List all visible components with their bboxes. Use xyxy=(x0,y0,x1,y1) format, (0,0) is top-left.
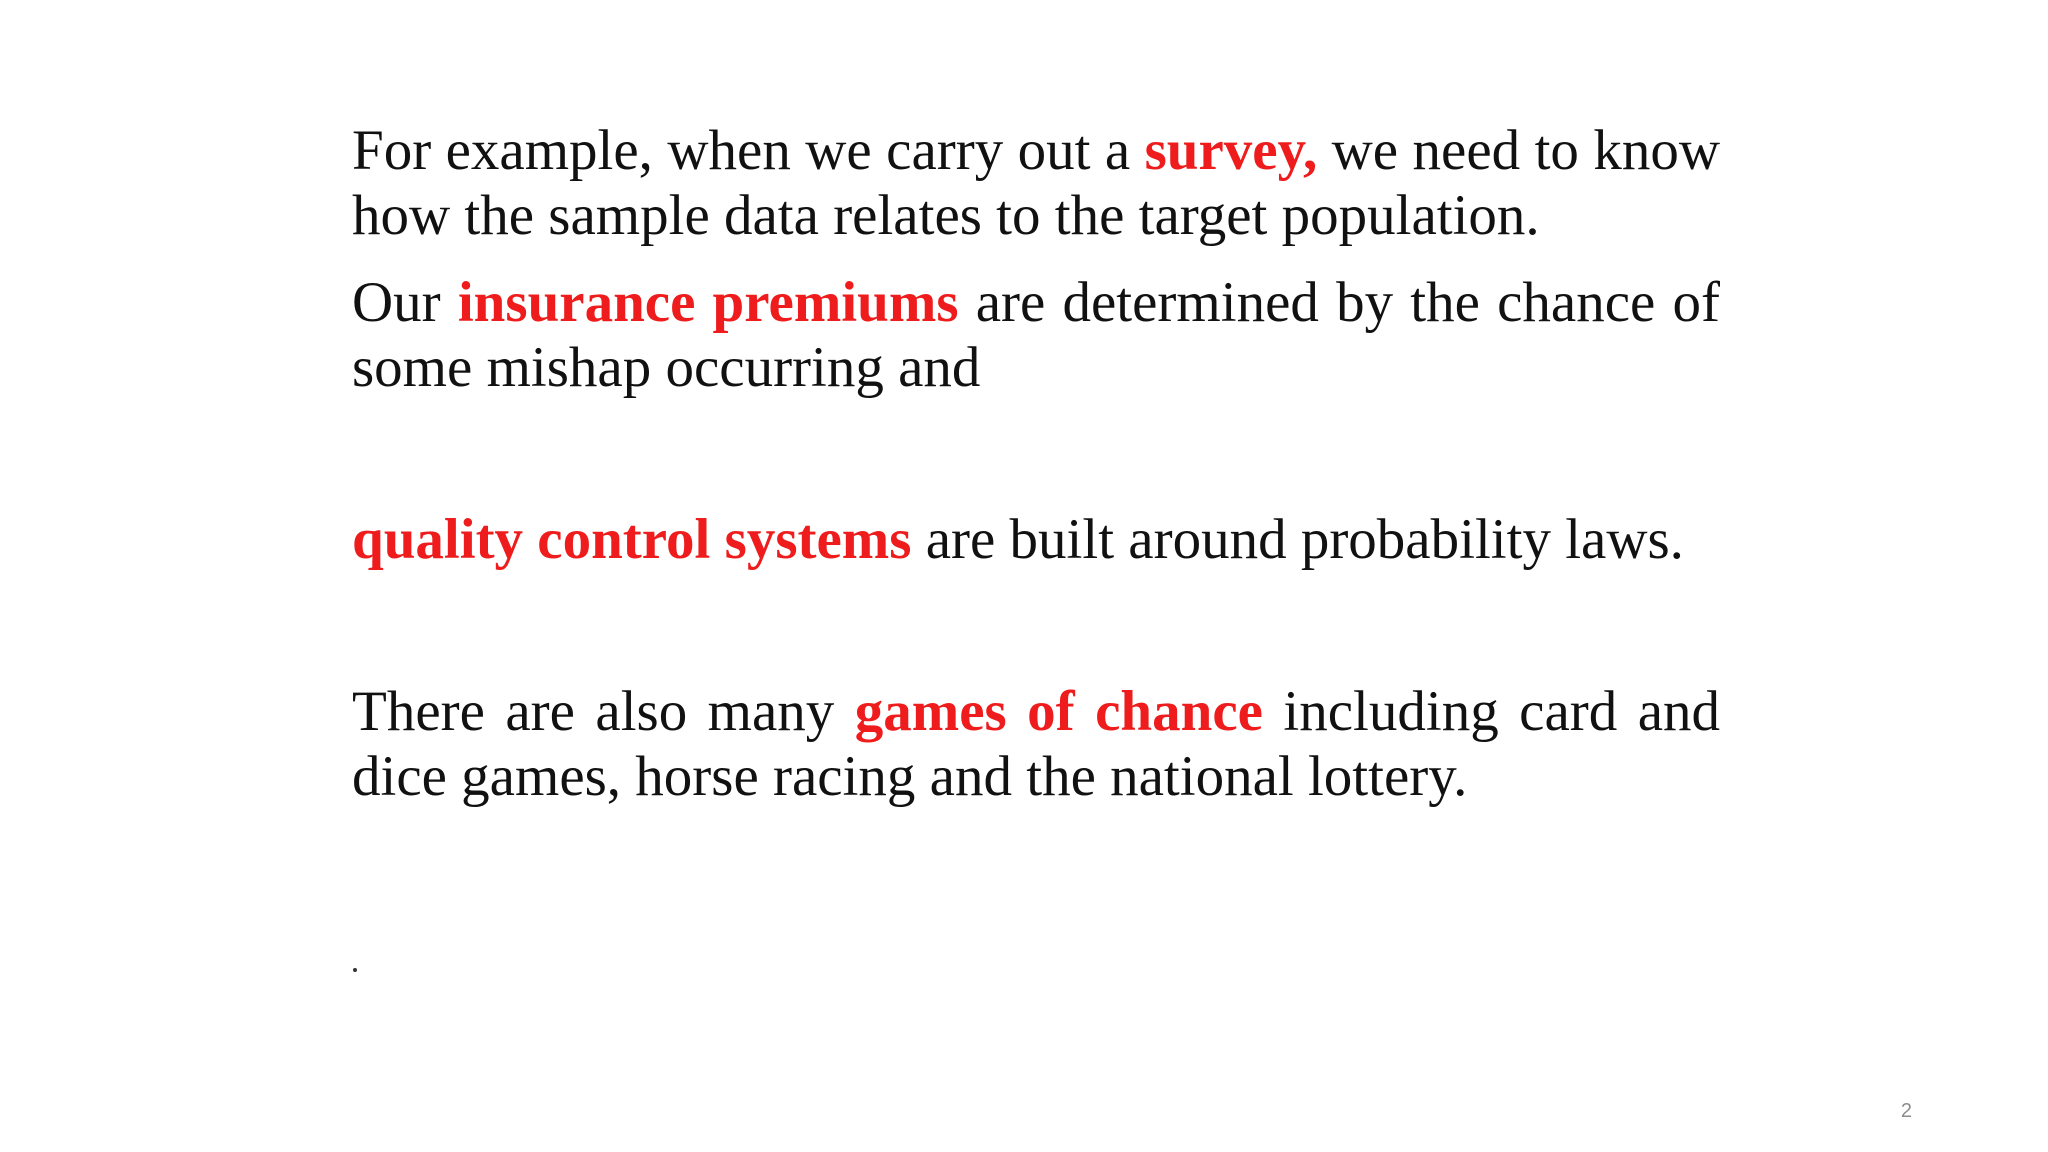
highlight-insurance-premiums: insurance premiums xyxy=(457,271,959,334)
highlight-quality-control-systems: quality control systems xyxy=(352,508,912,571)
paragraph-text: are determined by the chance of some mishap occurring and xyxy=(352,271,1720,399)
slide-body xyxy=(352,118,1720,809)
slide-number: 2 xyxy=(1900,1100,1912,1122)
paragraph-insurance xyxy=(352,270,1720,400)
paragraph-games-of-chance xyxy=(352,679,1720,809)
stray-dot xyxy=(353,968,357,972)
paragraph-text: Our xyxy=(352,271,458,334)
paragraph-text: There are also many xyxy=(352,680,855,743)
paragraph-survey xyxy=(352,118,1720,248)
paragraph-quality-control xyxy=(352,507,1720,572)
paragraph-text: including card and dice games, horse racing and the national lottery. xyxy=(352,680,1720,808)
highlight-survey: survey, xyxy=(1144,119,1318,182)
paragraph-text: are built around probability laws. xyxy=(911,508,1684,571)
paragraph-text: we need to know how the sample data relates to the target population. xyxy=(352,119,1720,247)
paragraph-text: For example, when we carry out a xyxy=(352,119,1145,182)
highlight-games-of-chance: games of chance xyxy=(854,680,1263,743)
